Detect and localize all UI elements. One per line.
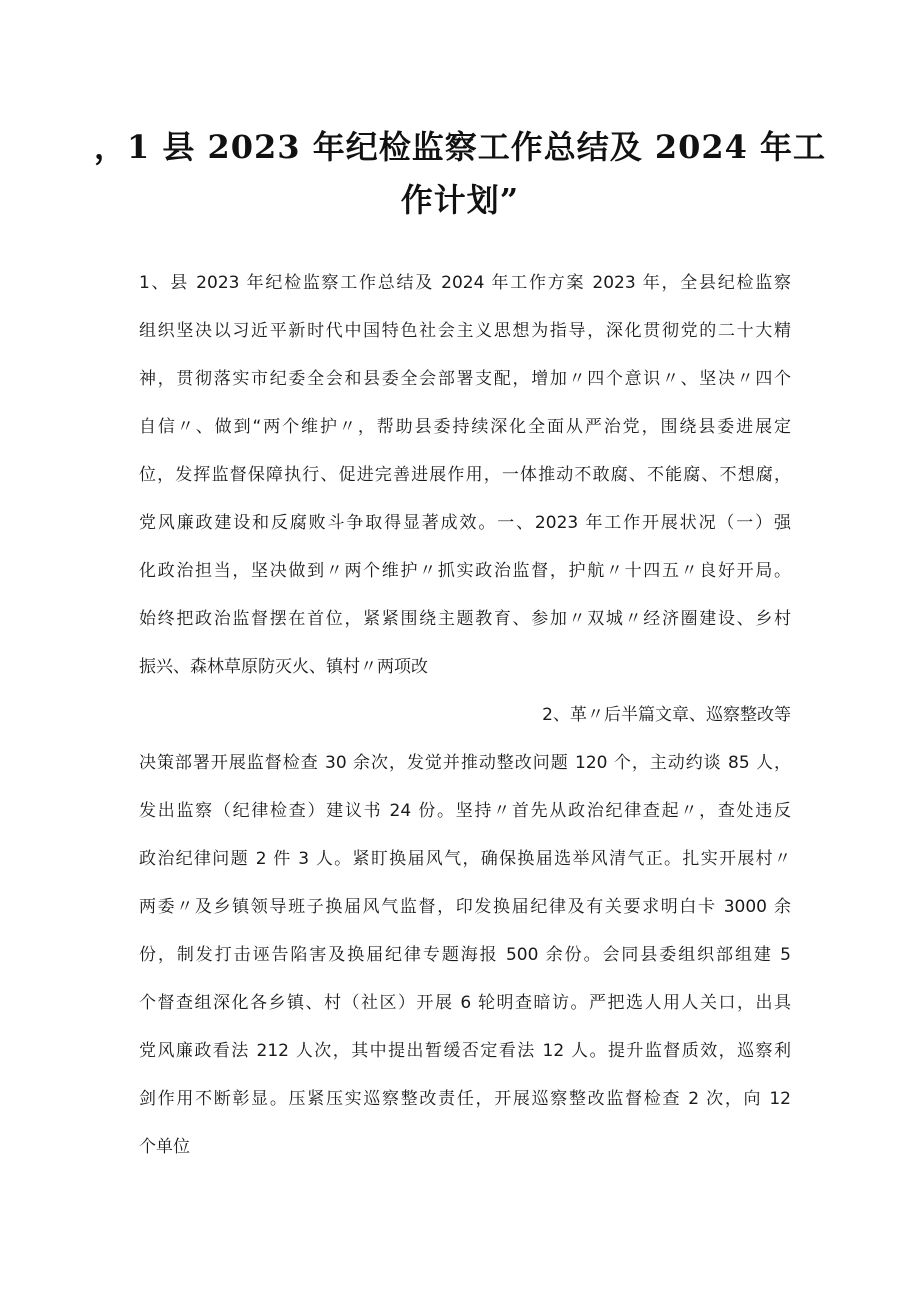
- document-title-line-2: 作计划”: [400, 181, 520, 219]
- document-title-line-1: ，1 县 2023 年纪检监察工作总结及 2024 年工: [93, 128, 827, 166]
- body-text-line: 决策部署开展监督检查 30 余次，发觉并推动整改问题 120 个，主动约谈 85 人，: [139, 753, 791, 773]
- body-text-line: 党风廉政看法 212 人次，其中提出暂缓否定看法 12 人。提升监督质效，巡察利: [139, 1041, 791, 1061]
- body-text-line: 份，制发打击诬告陷害及换届纪律专题海报 500 余份。会同县委组织部组建 5: [139, 945, 791, 965]
- body-text-line: 神，贯彻落实市纪委全会和县委全会部署支配，增加〃四个意识〃、坚决〃四个: [139, 369, 791, 389]
- body-text-line: 发出监察（纪律检查）建议书 24 份。坚持〃首先从政治纪律查起〃，查处违反: [139, 801, 791, 821]
- body-text-line: 1、县 2023 年纪检监察工作总结及 2024 年工作方案 2023 年，全县纪检监察: [139, 273, 791, 293]
- body-text-line: 党风廉政建设和反腐败斗争取得显著成效。一、2023 年工作开展状况（一）强: [139, 513, 791, 533]
- body-text-line: 个督查组深化各乡镇、村（社区）开展 6 轮明查暗访。严把选人用人关口，出具: [139, 993, 791, 1013]
- body-text-line: 两委〃及乡镇领导班子换届风气监督，印发换届纪律及有关要求明白卡 3000 余: [139, 897, 791, 917]
- section-heading-2: 2、革〃后半篇文章、巡察整改等: [542, 705, 791, 725]
- body-text-line: 剑作用不断彰显。压紧压实巡察整改责任，开展巡察整改监督检查 2 次，向 12: [139, 1089, 791, 1109]
- body-text-line: 个单位: [139, 1137, 190, 1157]
- body-text-line: 始终把政治监督摆在首位，紧紧围绕主题教育、参加〃双城〃经济圈建设、乡村: [139, 609, 791, 629]
- body-text-line: 政治纪律问题 2 件 3 人。紧盯换届风气，确保换届选举风清气正。扎实开展村〃: [139, 849, 791, 869]
- body-text-line: 化政治担当，坚决做到〃两个维护〃抓实政治监督，护航〃十四五〃良好开局。: [139, 561, 791, 581]
- body-text-line: 组织坚决以习近平新时代中国特色社会主义思想为指导，深化贯彻党的二十大精: [139, 321, 791, 341]
- body-text-line: 振兴、森林草原防灭火、镇村〃两项改: [139, 657, 428, 677]
- body-text-line: 自信〃、做到“两个维护〃，帮助县委持续深化全面从严治党，围绕县委进展定: [139, 417, 791, 437]
- body-text-line: 位，发挥监督保障执行、促进完善进展作用，一体推动不敢腐、不能腐、不想腐，: [139, 465, 791, 485]
